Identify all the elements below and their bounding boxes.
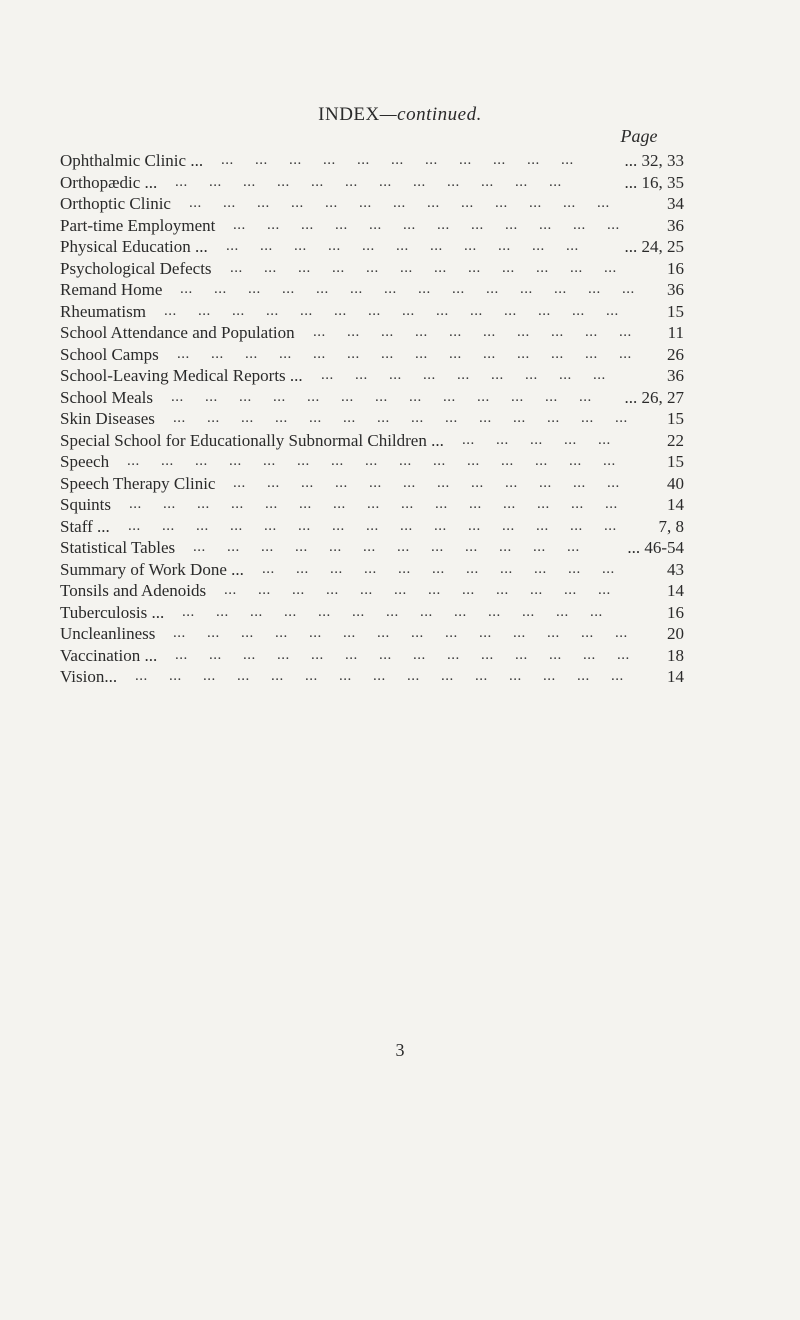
index-entry xyxy=(60,473,684,495)
index-entry-label: School Attendance and Population xyxy=(60,323,295,342)
index-entry xyxy=(60,580,684,602)
index-entry xyxy=(60,537,684,559)
index-entry-label: Vision... xyxy=(60,667,118,686)
index-entry-label: School Meals xyxy=(60,387,154,407)
index-entry-label: Tuberculosis ... xyxy=(60,602,165,622)
index-entry-pages: ... 32, 33 xyxy=(624,151,684,170)
index-entry xyxy=(60,344,684,366)
index-entry xyxy=(60,322,684,344)
index-entry-pages: 36 xyxy=(667,280,684,299)
leader-dots: ... ... ... ... ... ... ... ... ... ... ... ... ... ... ... xyxy=(128,517,617,534)
index-entry xyxy=(60,666,684,688)
index-entry-pages: 36 xyxy=(667,215,684,235)
index-entry-label: Speech xyxy=(60,452,110,471)
leader-dots: ... ... ... ... ... ... ... ... ... xyxy=(321,367,606,383)
index-entry xyxy=(60,215,684,237)
index-entry-pages: 14 xyxy=(667,667,684,686)
index-entry xyxy=(60,623,684,645)
index-entry-pages: ... 26, 27 xyxy=(624,387,684,407)
index-entry-pages: 34 xyxy=(667,194,684,213)
leader-dots: ... ... ... ... ... xyxy=(462,431,611,448)
index-entry xyxy=(60,559,684,581)
leader-dots: ... ... ... ... ... ... ... ... ... ... ... ... ... ... ... xyxy=(127,453,616,469)
index-entry-label: School-Leaving Medical Reports ... xyxy=(60,366,303,385)
index-entry-label: Skin Diseases xyxy=(60,409,155,428)
index-entry-pages: 20 xyxy=(667,624,684,643)
leader-dots: ... ... ... ... ... ... ... ... ... ... ... ... xyxy=(175,173,562,190)
index-entry-pages: 40 xyxy=(667,473,684,493)
index-title: INDEX xyxy=(318,104,380,125)
index-entry xyxy=(60,172,684,194)
leader-dots: ... ... ... ... ... ... ... ... ... ... ... ... ... ... ... xyxy=(129,496,618,512)
index-entry xyxy=(60,516,684,538)
index-entry-pages: 15 xyxy=(667,409,684,428)
index-entry-pages: 16 xyxy=(667,258,684,278)
index-entry-pages: ... 46-54 xyxy=(627,538,684,557)
index-entry xyxy=(60,494,684,516)
index-entry-label: Vaccination ... xyxy=(60,645,158,665)
leader-dots: ... ... ... ... ... ... ... ... ... ... ... ... xyxy=(224,582,611,598)
leader-dots: ... ... ... ... ... ... ... ... ... ... ... ... ... ... xyxy=(173,625,628,641)
leader-dots: ... ... ... ... ... ... ... ... ... ... ... xyxy=(226,238,579,254)
index-entry-label: Psychological Defects xyxy=(60,258,212,278)
index-entry-label: Ophthalmic Clinic ... xyxy=(60,151,204,170)
leader-dots: ... ... ... ... ... ... ... ... ... ... xyxy=(313,324,632,340)
index-entry-pages: 15 xyxy=(667,452,684,471)
leader-dots: ... ... ... ... ... ... ... ... ... ... ... ... xyxy=(230,259,617,276)
index-entry-pages: 43 xyxy=(667,559,684,579)
index-entry xyxy=(60,258,684,280)
index-entry-pages: ... 16, 35 xyxy=(624,172,684,192)
index-entry-label: Orthopædic ... xyxy=(60,172,158,192)
index-entry-label: Staff ... xyxy=(60,516,110,536)
index-entry-pages: 26 xyxy=(667,344,684,364)
index-heading xyxy=(0,104,800,126)
index-entry-label: Summary of Work Done ... xyxy=(60,559,244,579)
leader-dots: ... ... ... ... ... ... ... ... ... ... ... ... ... ... xyxy=(180,281,635,297)
index-entry-label: Uncleanliness xyxy=(60,624,156,643)
leader-dots: ... ... ... ... ... ... ... ... ... ... ... ... xyxy=(193,539,580,555)
index-entry-pages: 14 xyxy=(667,495,684,514)
index-entry-list xyxy=(60,150,684,688)
index-entry-pages: 11 xyxy=(667,323,684,342)
index-entry xyxy=(60,279,684,301)
index-entry-pages: 14 xyxy=(667,581,684,600)
index-entry xyxy=(60,602,684,624)
page-column-label: Page xyxy=(620,126,658,146)
leader-dots: ... ... ... ... ... ... ... ... ... ... ... ... ... ... xyxy=(173,410,628,426)
index-entry xyxy=(60,193,684,215)
index-entry xyxy=(60,150,684,172)
leader-dots: ... ... ... ... ... ... ... ... ... ... ... ... ... ... xyxy=(164,302,619,319)
index-entry-label: Physical Education ... xyxy=(60,237,208,256)
index-entry xyxy=(60,451,684,473)
leader-dots: ... ... ... ... ... ... ... ... ... ... ... xyxy=(262,560,615,577)
leader-dots: ... ... ... ... ... ... ... ... ... ... ... ... ... xyxy=(171,388,592,405)
index-entry-label: Orthoptic Clinic xyxy=(60,194,171,213)
index-entry-label: Rheumatism xyxy=(60,301,146,321)
leader-dots: ... ... ... ... ... ... ... ... ... ... ... ... ... xyxy=(189,195,610,211)
leader-dots: ... ... ... ... ... ... ... ... ... ... ... ... xyxy=(233,216,620,233)
index-entry xyxy=(60,365,684,387)
index-entry-label: Part-time Employment xyxy=(60,215,216,235)
index-entry-label: Special School for Educationally Subnormal Children ... xyxy=(60,430,444,450)
index-entry-label: Speech Therapy Clinic xyxy=(60,473,216,493)
index-entry xyxy=(60,430,684,452)
leader-dots: ... ... ... ... ... ... ... ... ... ... ... xyxy=(221,152,574,168)
page-number: 3 xyxy=(395,1040,405,1060)
index-entry-pages: 7, 8 xyxy=(658,516,684,536)
index-entry-pages: 18 xyxy=(667,645,684,665)
index-entry xyxy=(60,408,684,430)
leader-dots: ... ... ... ... ... ... ... ... ... ... ... ... ... xyxy=(182,603,603,620)
index-entry xyxy=(60,301,684,323)
index-entry xyxy=(60,236,684,258)
index-entry-pages: 36 xyxy=(667,366,684,385)
index-entry-pages: ... 24, 25 xyxy=(624,237,684,256)
index-entry-label: Squints xyxy=(60,495,112,514)
leader-dots: ... ... ... ... ... ... ... ... ... ... ... ... xyxy=(233,474,620,491)
index-entry-label: Tonsils and Adenoids xyxy=(60,581,207,600)
leader-dots: ... ... ... ... ... ... ... ... ... ... ... ... ... ... xyxy=(175,646,630,663)
leader-dots: ... ... ... ... ... ... ... ... ... ... ... ... ... ... xyxy=(177,345,632,362)
leader-dots: ... ... ... ... ... ... ... ... ... ... ... ... ... ... ... xyxy=(135,668,624,684)
index-entry xyxy=(60,645,684,667)
index-continued: —continued. xyxy=(379,104,482,125)
index-entry-pages: 22 xyxy=(667,430,684,450)
index-entry-label: School Camps xyxy=(60,344,159,364)
index-entry-label: Statistical Tables xyxy=(60,538,176,557)
index-entry xyxy=(60,387,684,409)
index-entry-label: Remand Home xyxy=(60,280,163,299)
index-entry-pages: 16 xyxy=(667,602,684,622)
index-entry-pages: 15 xyxy=(667,301,684,321)
